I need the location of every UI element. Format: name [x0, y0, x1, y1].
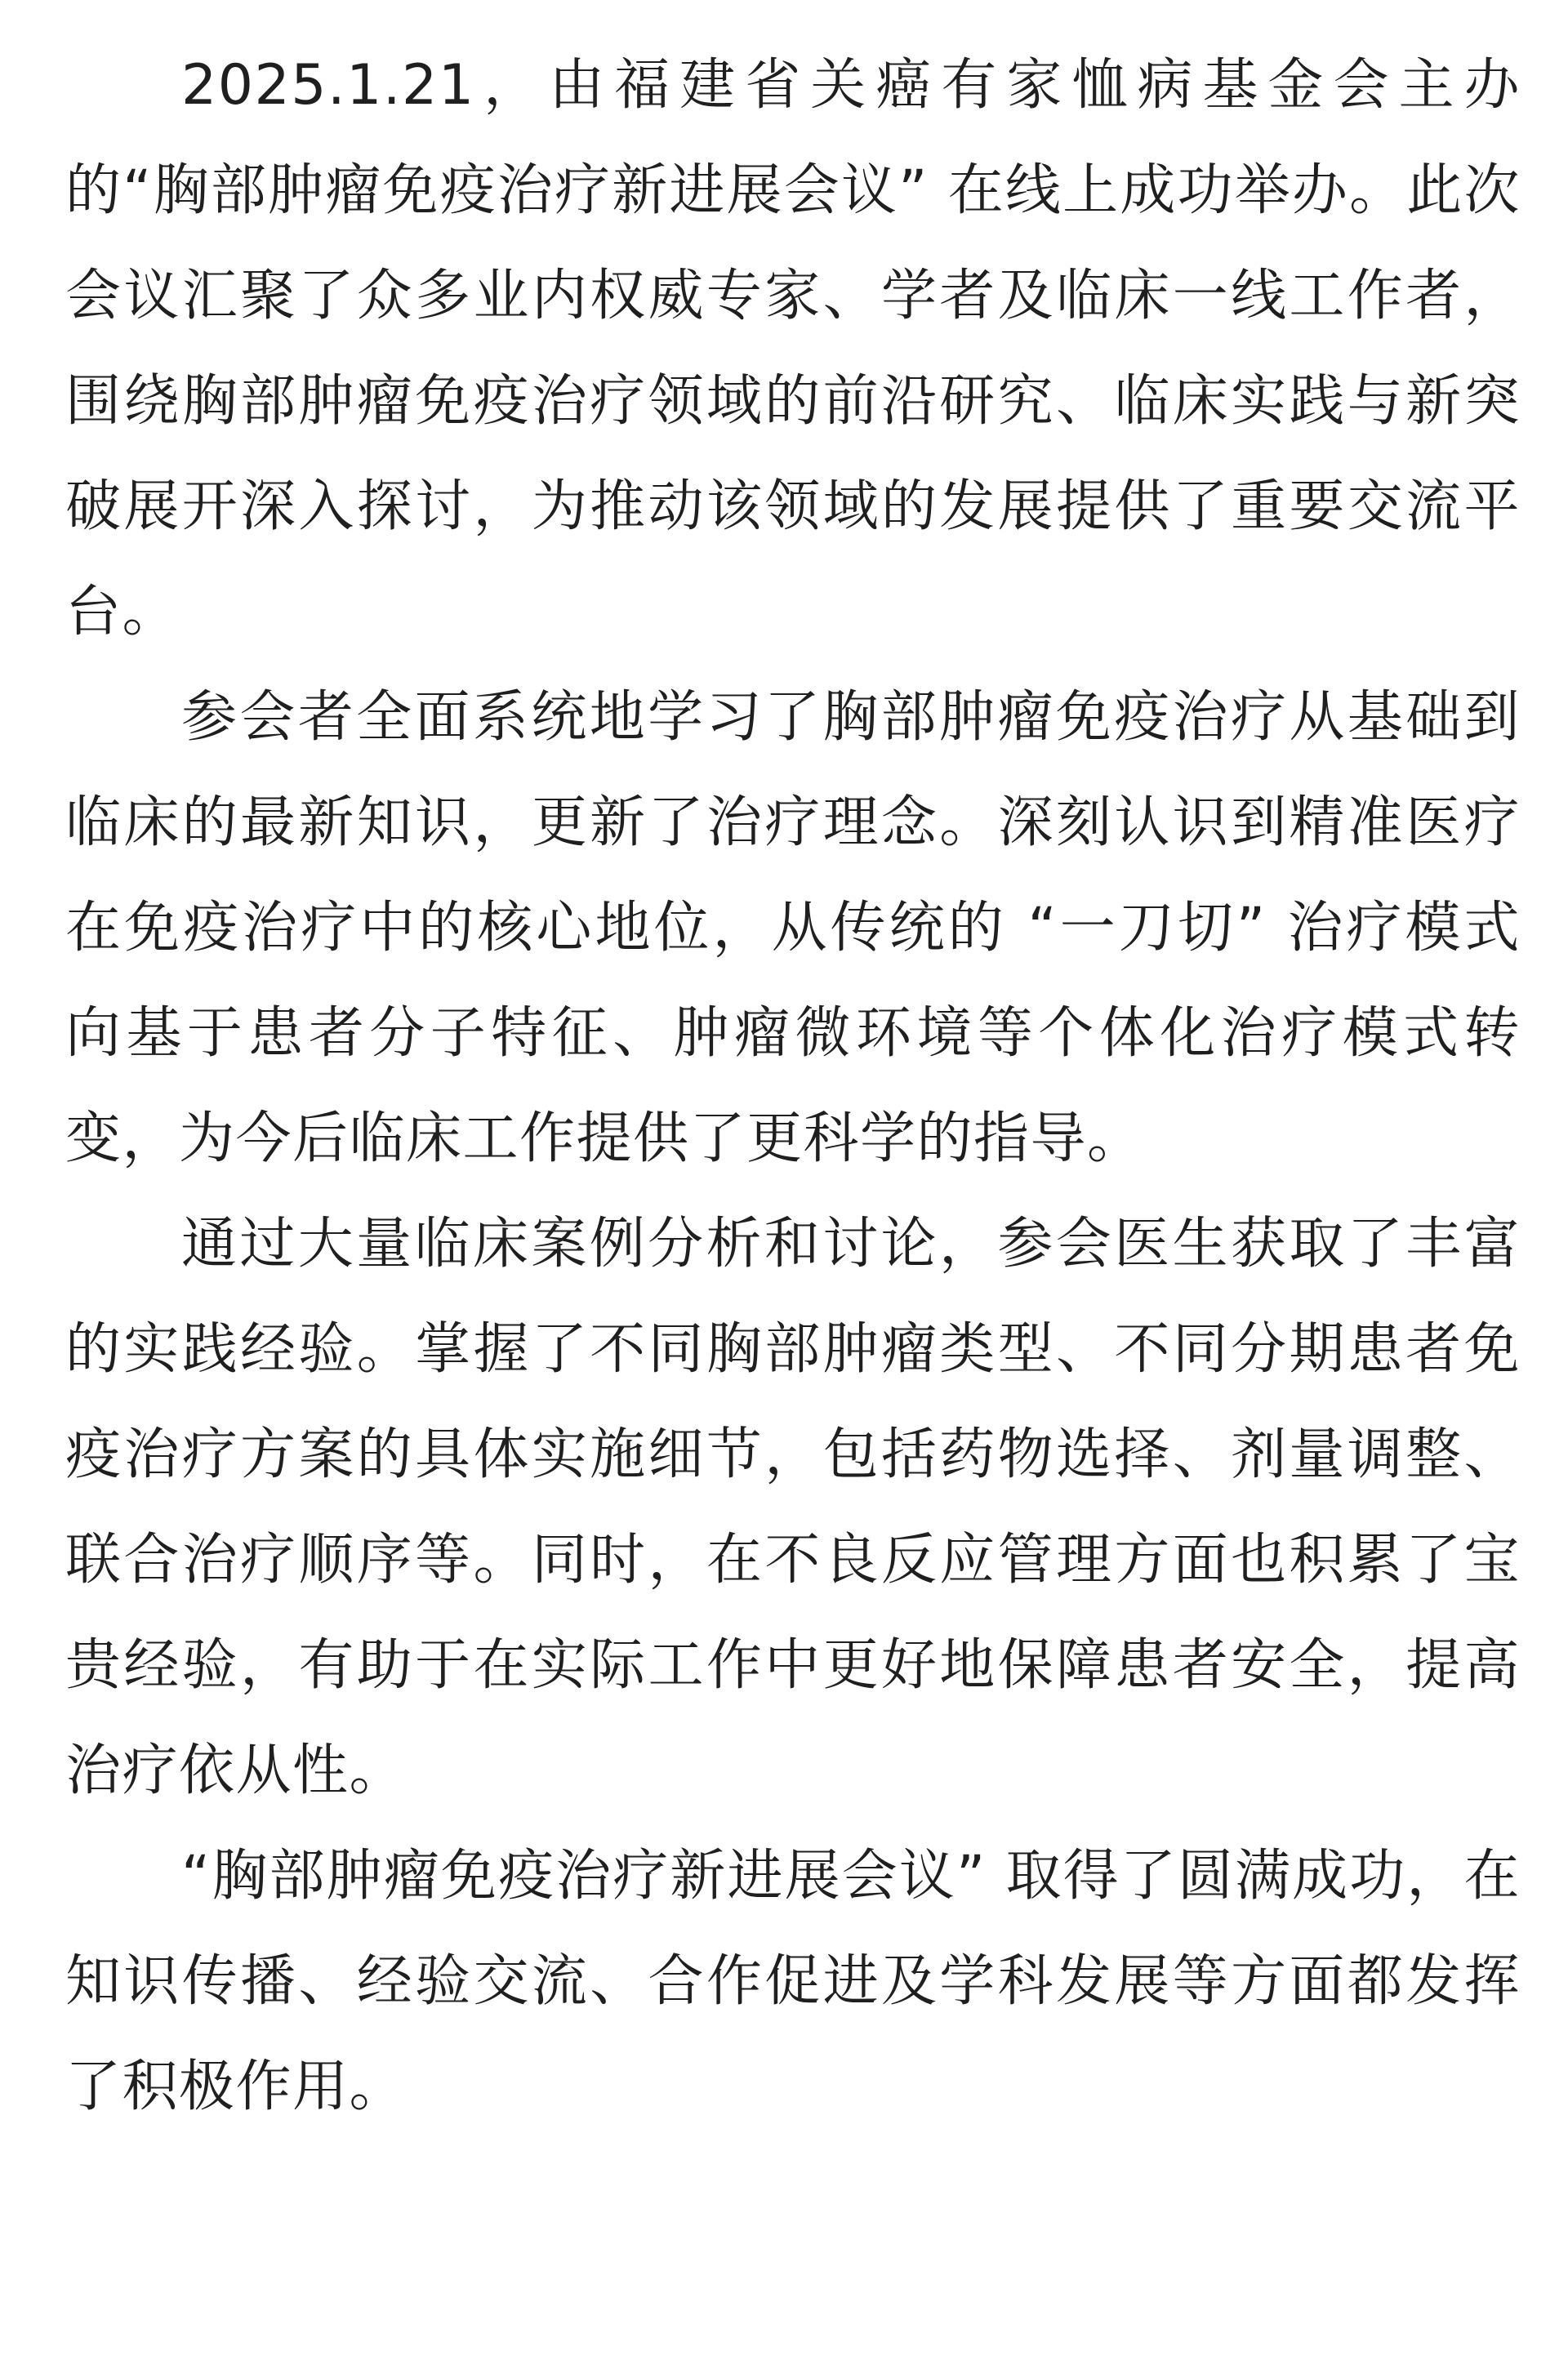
paragraph-learning-outcomes: 参会者全面系统地学习了胸部肿瘤免疫治疗从基础到临床的最新知识，更新了治疗理念。深刻认识到精准医疗在免疫治疗中的核心地位，从传统的 “一刀切” 治疗模式向基于患者分子特征、肿瘤微环境等个体化治疗模式转变，为今后临床工作提供了更科学的指导。 [65, 685, 1521, 1171]
paragraph-conclusion: “胸部肿瘤免疫治疗新进展会议” 取得了圆满成功，在知识传播、经验交流、合作促进及学科发展等方面都发挥了积极作用。 [65, 1844, 1521, 2119]
paragraph-case-discussion: 通过大量临床案例分析和讨论，参会医生获取了丰富的实践经验。掌握了不同胸部肿瘤类型、不同分期患者免疫治疗方案的具体实施细节，包括药物选择、剂量调整、联合治疗顺序等。同时，在不良反应管理方面也积累了宝贵经验，有助于在实际工作中更好地保障患者安全，提高治疗依从性。 [65, 1212, 1521, 1803]
article-body [65, 33, 1521, 2140]
paragraph-meeting-intro: 2025.1.21，由福建省关癌有家恤病基金会主办的“胸部肿瘤免疫治疗新进展会议” 在线上成功举办。此次会议汇聚了众多业内权威专家、学者及临床一线工作者，围绕胸部肿瘤免疫治疗领域的前沿研究、临床实践与新突破展开深入探讨，为推动该领域的发展提供了重要交流平台。 [65, 53, 1521, 644]
